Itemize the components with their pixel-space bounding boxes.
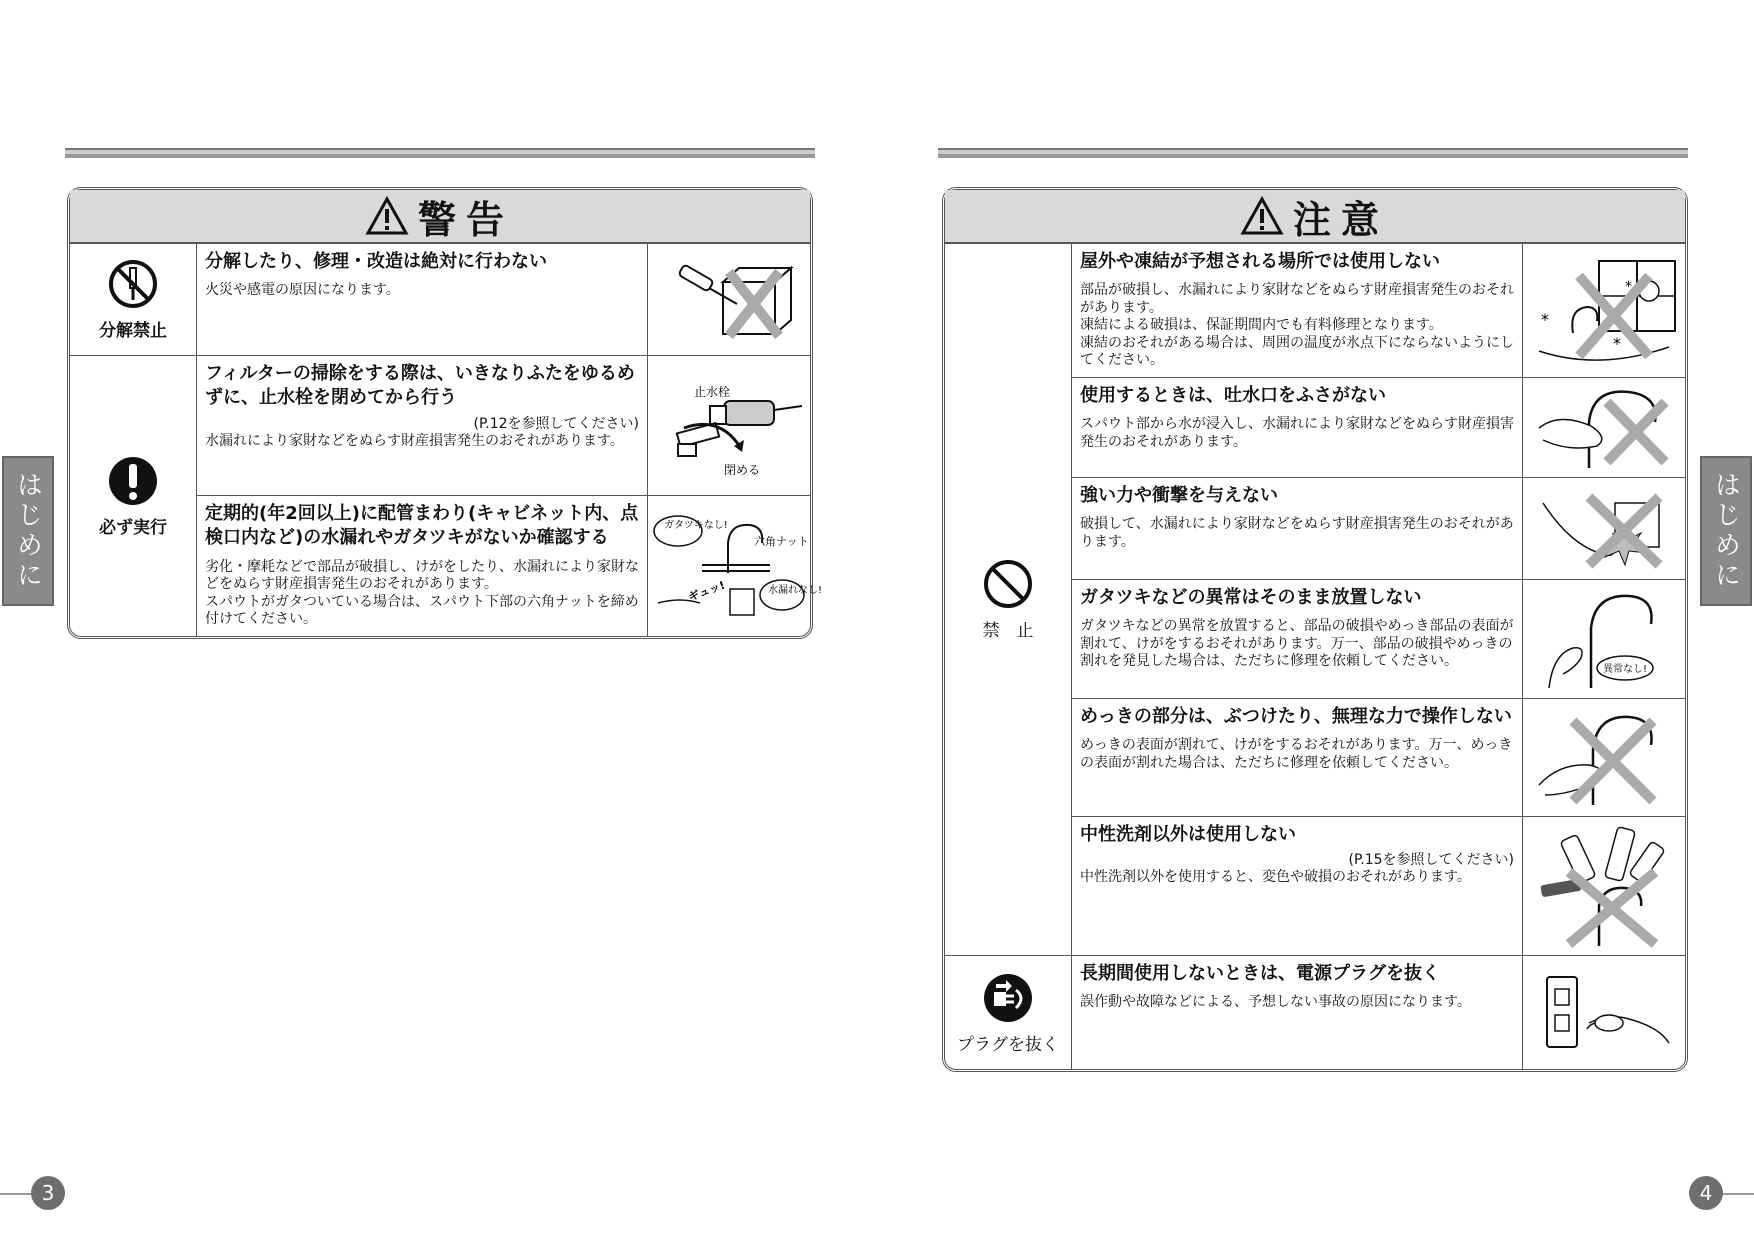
warning-header [70, 190, 810, 244]
detergent-icon [1529, 822, 1679, 950]
row-body: 破損して、水漏れにより家財などをぬらす財産損害発生のおそれがあります。 [1080, 516, 1514, 550]
symbol-cell [70, 356, 197, 637]
frozen-window-icon [1529, 251, 1679, 371]
faucet-check-icon [650, 503, 823, 631]
symbol-label: 必ず実行 [99, 518, 167, 538]
no-disassembly-icon [107, 258, 159, 310]
svg-text:*: * [1613, 333, 1621, 353]
caution-row [1072, 478, 1685, 580]
symbol-cell [945, 956, 1072, 1070]
caution-group-prohibited [945, 244, 1685, 956]
row-title: 強い力や衝撃を与えない [1080, 485, 1278, 506]
row-title: 使用するときは、吐水口をふさがない [1080, 385, 1386, 406]
stop-valve-icon [654, 366, 804, 486]
unplug-icon [982, 972, 1034, 1024]
row-body: 水漏れにより家財などをぬらす財産損害発生のおそれがあります。 [205, 432, 624, 449]
caution-box [942, 187, 1688, 1072]
img-label: ギュッ! [686, 578, 727, 604]
caution-row [1072, 699, 1685, 817]
spout-block-icon [1529, 382, 1679, 474]
img-label: 六角ナット [754, 534, 809, 548]
row-body: スパウト部から水が浸入し、水漏れにより家財などをぬらす財産損害発生のおそれがあります。 [1080, 416, 1514, 450]
caution-row [1072, 817, 1685, 955]
symbol-label: 分解禁止 [99, 321, 167, 341]
header-rule-left [65, 148, 815, 156]
row-body: 部品が破損し、水漏れにより家財などをぬらす財産損害発生のおそれがあります。 凍結による破損は、保証期間内でも有料修理となります。 凍結のおそれがある場合は、周囲の温度が氷点下にならないようにしてください。 [1080, 282, 1514, 369]
page-number-left: 3 [31, 1176, 65, 1210]
caution-row [1072, 580, 1685, 699]
symbol-cell [945, 244, 1072, 955]
row-body: 中性洗剤以外を使用すると、変色や破損のおそれがあります。 [1080, 869, 1471, 886]
row-title: めっきの部分は、ぶつけたり、無理な力で操作しない [1080, 706, 1512, 727]
header-rule-right [938, 148, 1688, 156]
img-label: 閉める [724, 462, 761, 477]
page-ref: (P.15を参照してください) [1348, 852, 1514, 869]
warning-row [197, 356, 810, 496]
img-label: 異常なし! [1603, 664, 1648, 675]
symbol-label: 禁 止 [982, 621, 1034, 641]
img-label: 水漏れなし! [768, 584, 823, 596]
row-body: めっきの表面が割れて、けがをするおそれがあります。万一、めっきの表面が割れた場合は、ただちに修理を依頼してください。 [1080, 737, 1513, 771]
caution-row [1072, 956, 1685, 1070]
symbol-cell [70, 244, 197, 355]
warning-box [67, 187, 823, 639]
side-tab-left: はじめに [2, 456, 54, 606]
warning-group-must-do [70, 356, 823, 637]
row-title: 長期間使用しないときは、電源プラグを抜く [1080, 963, 1440, 984]
caution-group-unplug [945, 956, 1685, 1070]
warning-row [197, 496, 823, 637]
row-body: 火災や感電の原因になります。 [205, 282, 400, 299]
caution-header [945, 190, 1685, 244]
outlet-plug-icon [1529, 963, 1679, 1063]
page-ref: (P.12を参照してください) [473, 415, 639, 432]
prohibited-icon [982, 558, 1034, 610]
plating-force-icon [1529, 705, 1679, 811]
row-body: ガタツキなどの異常を放置すると、部品の破損やめっき部品の表面が割れて、けがをするおそれがあります。万一、部品の破損やめっきの割れを発見した場合は、ただちに修理を依頼してください。 [1080, 618, 1514, 670]
page-number-right: 4 [1689, 1176, 1723, 1210]
row-title: ガタツキなどの異常はそのまま放置しない [1080, 587, 1422, 608]
warning-triangle-icon [366, 197, 408, 235]
warning-group-disassembly [70, 244, 810, 356]
warning-triangle-icon [1241, 197, 1283, 235]
impact-icon [1529, 483, 1679, 575]
row-title: 分解したり、修理・改造は絶対に行わない [205, 251, 547, 272]
faucet-normal-icon [1529, 584, 1679, 694]
row-title: 屋外や凍結が予想される場所では使用しない [1080, 251, 1440, 272]
caution-title: 注意 [1292, 197, 1389, 242]
warning-title: 警告 [417, 197, 514, 242]
caution-row [1072, 378, 1685, 478]
footer-line-right [1723, 1193, 1754, 1195]
exclamation-circle-icon [107, 455, 159, 507]
symbol-label: プラグを抜く [957, 1034, 1059, 1055]
caution-row [1072, 244, 1685, 378]
row-title: 中性洗剤以外は使用しない [1080, 824, 1296, 845]
row-title: 定期的(年2回以上)に配管まわり(キャビネット内、点検口内など)の水漏れやガタツキがないか確認する [205, 503, 639, 549]
svg-text:*: * [1541, 309, 1549, 329]
row-title: フィルターの掃除をする際は、いきなりふたをゆるめずに、止水栓を閉めてから行う [205, 363, 635, 409]
img-label: ガタツキなし! [664, 519, 728, 531]
row-body: 誤作動や故障などによる、予想しない事故の原因になります。 [1080, 994, 1471, 1011]
footer-line-left [0, 1193, 32, 1195]
svg-text:*: * [1625, 278, 1632, 295]
side-tab-right: はじめに [1700, 456, 1752, 606]
img-label: 止水栓 [694, 384, 731, 399]
warning-row [197, 244, 810, 355]
screwdriver-box-icon [659, 252, 799, 348]
row-body: 劣化・摩耗などで部品が破損し、けがをしたり、水漏れにより家財などをぬらす財産損害発生のおそれがあります。 スパウトがガタついている場合は、スパウト下部の六角ナットを締め付けてください。 [205, 558, 639, 628]
